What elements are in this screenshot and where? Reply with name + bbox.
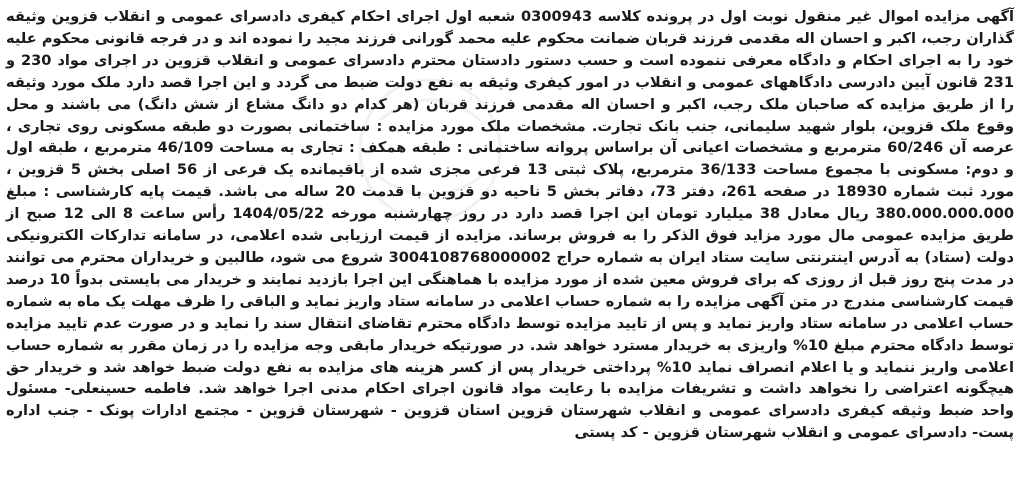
- auction-notice-text: آگهی مزایده اموال غیر منقول نوبت اول در پرونده کلاسه 0300943 شعبه اول اجرای احکام کیفری دادسرای عمومی و انقلاب قزوین وثیقه گذاران رجب، اکبر و احسان اله مقدمی فرزند قربان ضمانت محکوم علیه محمد گورانی فرزند مجید را نموده اند و در فرجه قانونی محکوم علیه خود را به اجرای احکام و دادگاه معرفی ننموده است و حسب دستور دادستان محترم دادسرای عمومی و انقلاب قزوین در اجرای مواد 230 و 231 قانون آیین دادرسی دادگاههای عمومی و انقلاب در امور کیفری وثیقه به نفع دولت ضبط می گردد و این اجرا قصد دارد ملک مورد وثیقه را از طریق مزایده که صاحبان ملک رجب، اکبر و احسان اله مقدمی فرزند قربان (هر کدام دو دانگ مشاع از شش دانگ) می باشند و محل وقوع ملک قزوین، بلوار شهید سلیمانی، جنب بانک تجارت. مشخصات ملک مورد مزایده : ساختمانی بصورت دو طبقه مسکونی روی تجاری ، عرصه آن 60/246 مترمربع و مشخصات اعیانی آن براساس پروانه ساختمانی : طبقه همکف : تجاری به مساحت 46/109 مترمربع ، طبقه اول و دوم: مسکونی با مجموع مساحت 36/133 مترمربع، پلاک ثبتی 13 فرعی مجزی شده از باقیمانده یک فرعی از 56 اصلی بخش 5 قزوین ، مورد ثبت شماره 18930 در صفحه 261، دفتر 73، دفاتر بخش 5 ناحیه دو قزوین با قدمت 20 ساله می باشد. قیمت پایه کارشناسی : مبلغ 380.000.000.000 ریال معادل 38 میلیارد تومان این اجرا قصد دارد در روز چهارشنبه مورخه 1404/05/22 رأس ساعت 8 الی 12 صبح از طریق مزایده عمومی مال مورد مزاید فوق الذکر را به فروش برساند. مزایده از قیمت ارزیابی شده اعلامی، در سامانه تدارکات الکترونیکی دولت (ستاد) به آدرس اینترنتی سایت ستاد ایران به شماره حراج 3004108768000002 شروع می شود، طالبین و خریداران محترم می توانند در مدت پنج روز قبل از روزی که برای فروش معین شده از مورد مزایده با هماهنگی این اجرا بازدید نمایند و خریدار می بایستی بدواً 10 درصد قیمت کارشناسی مندرج در متن آگهی مزایده را به شماره حساب اعلامی در سامانه ستاد واریز نماید و الباقی را ظرف مهلت یک ماه به شماره حساب اعلامی در سامانه ستاد واریز نماید و پس از تایید مزایده توسط دادگاه محترم تقاضای انتقال سند را نماید و در صورت عدم تایید مزایده توسط دادگاه محترم مبلغ 10% واریزی به خریدار مسترد خواهد شد. در صورتیکه خریدار مابقی وجه مزایده را در زمان مقرر به شماره حساب اعلامی واریز ننماید و یا اعلام انصراف نماید 10% پرداختی خریدار پس از کسر هزینه های مزایده به نفع دولت ضبط خواهد شد و خریدار حق هیچگونه اعتراضی را نخواهد داشت و تشریفات مزایده با رعایت مواد قانون اجرای احکام مدنی اجرا خواهد شد. فاطمه حسینعلی- مسئول واحد ضبط وثیقه کیفری دادسرای عمومی و انقلاب شهرستان قزوین استان قزوین - شهرستان قزوین - مجتمع ادارات پونک - جنب اداره پست- دادسرای عمومی و انقلاب شهرستان قزوین - کد پستی: [6, 8, 1015, 442]
- auction-notice: [4, 6, 1016, 486]
